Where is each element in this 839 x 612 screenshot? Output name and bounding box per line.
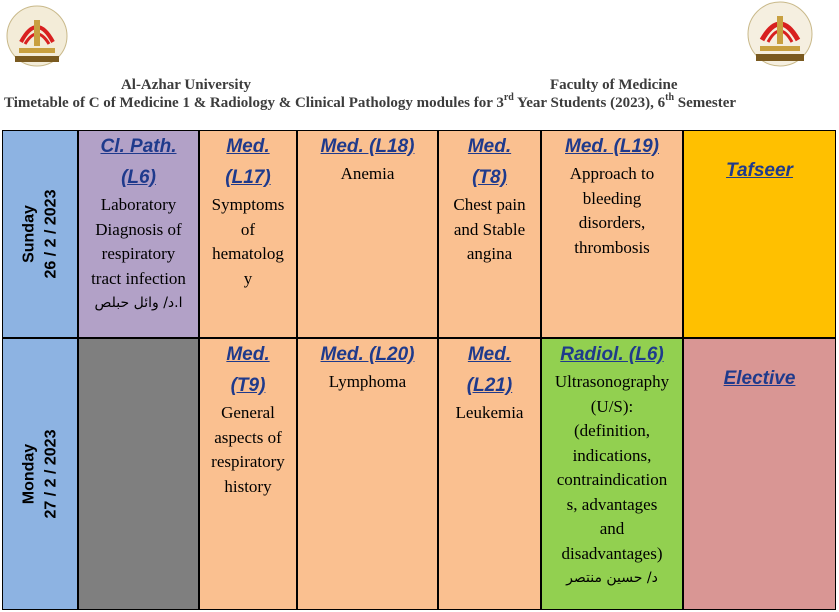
slot-title: Tafseer: [726, 160, 793, 181]
day-date: 26 / 2 / 2023: [42, 189, 59, 279]
topic-line: Anemia: [340, 164, 395, 183]
lecture-code-line: Med. (L20): [320, 344, 415, 365]
topic-line: contraindication: [556, 470, 668, 489]
lecture-slot: [438, 130, 541, 338]
lecture-code-line: Cl. Path.: [100, 136, 177, 157]
lecture-code-line: Med.: [226, 344, 270, 365]
lecture-topic: [542, 162, 682, 260]
lecture-code-line: Med. (L19): [565, 136, 659, 157]
lecture-code-line: Med.: [226, 136, 270, 157]
lecture-topic: [439, 193, 540, 267]
topic-line: (U/S):: [590, 396, 634, 416]
lecture-code: [79, 131, 198, 193]
lecture-code: [439, 131, 540, 193]
lecture-slot: [297, 338, 438, 610]
topic-line: Symptoms: [211, 195, 285, 214]
lecture-code-line: Med.: [467, 136, 512, 157]
topic-line: thrombosis: [574, 237, 650, 257]
lecture-code: [200, 131, 296, 193]
tafseer-slot: [683, 130, 836, 338]
day-date: 27 / 2 / 2023: [42, 429, 59, 519]
topic-line: Lymphoma: [328, 372, 407, 391]
topic-line: Laboratory: [100, 195, 177, 214]
elective-slot: [683, 338, 836, 610]
lecture-code-line: (L21): [466, 375, 513, 396]
topic-line: (definition,: [573, 421, 650, 440]
lecture-code: [298, 339, 437, 370]
topic-line: s, advantages: [566, 494, 658, 514]
topic-line: and: [599, 519, 625, 538]
topic-line: disorders,: [578, 213, 646, 232]
lecture-code: [200, 339, 296, 401]
topic-line: respiratory: [101, 244, 176, 263]
topic-line: Leukemia: [455, 403, 524, 422]
lecture-slot: [78, 130, 199, 338]
lecture-code-line: Radiol. (L6): [560, 344, 664, 365]
slot-title: Elective: [723, 368, 796, 389]
lecture-topic: [79, 193, 198, 316]
lecture-topic: [200, 401, 296, 499]
day-name: Sunday: [20, 205, 37, 263]
day-label: [18, 430, 62, 519]
lecture-slot: [199, 338, 297, 610]
topic-line: and Stable: [453, 219, 526, 239]
lecture-code: [298, 131, 437, 162]
day-name: Monday: [20, 443, 37, 505]
topic-line: angina: [466, 244, 513, 263]
lecture-slot: [541, 130, 683, 338]
lecture-code: [542, 339, 682, 370]
topic-line: indications,: [572, 445, 652, 465]
topic-line: y: [243, 268, 253, 288]
lecture-slot: [438, 338, 541, 610]
topic-line: history: [224, 476, 272, 496]
lecturer-name: د/ حسين منتصر: [566, 570, 658, 586]
topic-line: Chest pain: [453, 195, 526, 214]
topic-line: Ultrasonography: [554, 372, 670, 391]
day-label: [18, 190, 62, 279]
topic-line: Approach to: [569, 164, 655, 183]
lecture-code: [542, 131, 682, 162]
topic-line: disadvantages): [561, 543, 663, 563]
lecture-topic: [298, 370, 437, 395]
university-name: Al-Azhar University: [120, 77, 252, 93]
faculty-name: Faculty of Medicine: [550, 77, 678, 93]
lecture-code-line: (L6): [121, 167, 156, 188]
topic-line: aspects of: [214, 427, 282, 447]
lecture-topic: [298, 162, 437, 187]
topic-line: respiratory: [211, 452, 285, 471]
day-cell-monday: [2, 338, 78, 610]
lecture-slot: [297, 130, 438, 338]
lecture-topic: [439, 401, 540, 426]
lecture-code-line: (L17): [225, 167, 271, 188]
day-cell-sunday: [2, 130, 78, 338]
lecture-code-line: (T9): [230, 375, 266, 396]
timetable-title: Timetable of C of Medicine 1 & Radiology & Clinical Pathology modules for 3rd Year Students (2023), 6th Semester: [4, 92, 737, 111]
topic-line: of: [240, 219, 256, 239]
lecture-topic: [200, 193, 296, 291]
lecture-slot: [199, 130, 297, 338]
lecture-code-line: Med.: [467, 344, 512, 365]
topic-line: tract infection: [91, 268, 186, 288]
empty-slot: [78, 338, 199, 610]
lecture-code-line: (T8): [472, 167, 507, 188]
lecture-slot: [541, 338, 683, 610]
lecturer-name: ا.د/ وائل حبلص: [94, 295, 183, 311]
lecture-code-line: Med. (L18): [320, 136, 415, 157]
topic-line: hematolog: [212, 244, 284, 263]
lecture-topic: [542, 370, 682, 591]
topic-line: Diagnosis of: [95, 219, 182, 239]
topic-line: General: [221, 403, 275, 422]
lecture-code: [439, 339, 540, 401]
topic-line: bleeding: [582, 188, 642, 208]
